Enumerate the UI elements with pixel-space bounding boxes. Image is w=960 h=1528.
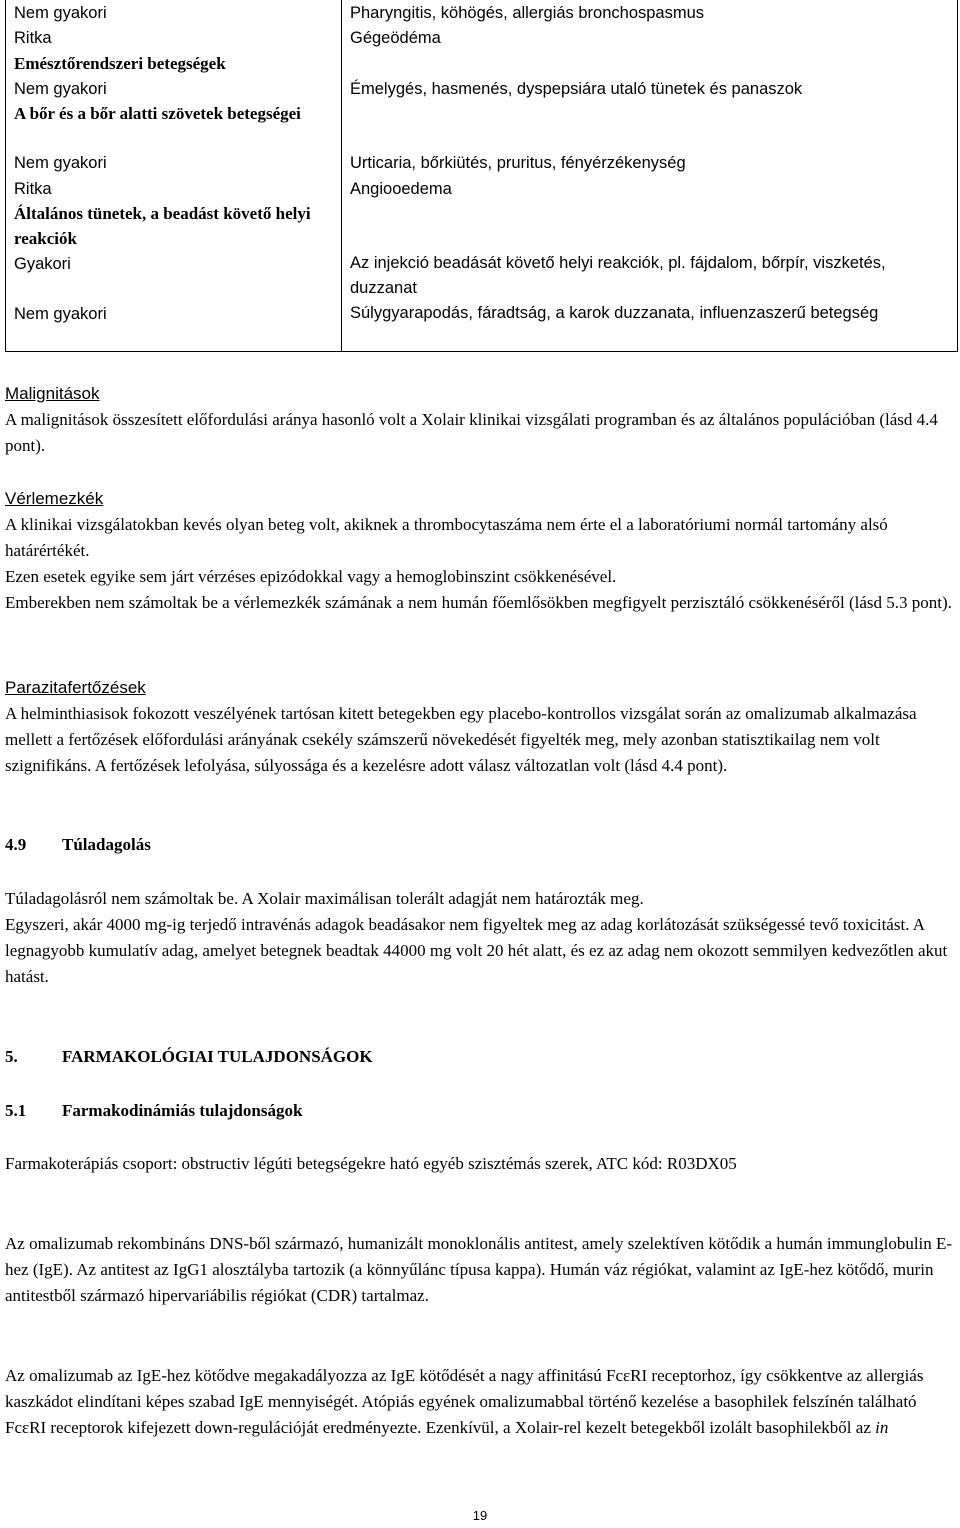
paragraph: Farmakoterápiás csoport: obstructiv légúti betegségekre ható egyéb szisztémás szerek, ATC kód: R03DX05 [5, 1154, 737, 1173]
reaction-text: Gégeödéma [350, 29, 441, 47]
section-title: FARMAKOLÓGIAI TULAJDONSÁGOK [62, 1047, 373, 1066]
reaction-text: Az injekció beadását követő helyi reakciók, pl. fájdalom, bőrpír, viszketés, duzzanat [350, 254, 886, 297]
parasites-section [5, 675, 955, 779]
overdose-section [5, 886, 955, 990]
frequency-label: Nem gyakori [14, 4, 107, 22]
frequency-label: Nem gyakori [14, 154, 107, 172]
reaction-text: Émelygés, hasmenés, dyspepsiára utaló tünetek és panaszok [350, 80, 803, 98]
section-title: Túladagolás [62, 835, 151, 854]
paragraph [5, 1363, 955, 1441]
section-number: 5. [5, 1047, 18, 1066]
reaction-text: Súlygyarapodás, fáradtság, a karok duzzanata, influenzaszerű betegség [350, 304, 879, 322]
paragraph: A helminthiasisok fokozott veszélyének tartósan kitett betegekben egy placebo-kontrollos vizsgálat során az omalizumab alkalmazása mellett a fertőzések előfordulási arányának csekély számszerű növekedését figyelték meg, mely azonban statisztikailag nem volt szignifikáns. A fertőzések lefolyása, súlyossága és a kezelésre adott válasz változatlan volt (lásd 4.4 pont). [5, 704, 917, 775]
section-heading: Malignitások [5, 384, 100, 403]
frequency-label: Nem gyakori [14, 80, 107, 98]
reaction-text: Angiooedema [350, 180, 452, 198]
section-title: Farmakodinámiás tulajdonságok [62, 1101, 303, 1120]
effect-paragraph [5, 1363, 955, 1441]
paragraph: Emberekben nem számoltak be a vérlemezkék számának a nem humán főemlősökben megfigyelt perzisztáló csökkenéséről (lásd 5.3 pont). [5, 593, 952, 612]
paragraph: Túladagolásról nem számoltak be. A Xolair maximálisan tolerált adagját nem határozták meg. [5, 889, 644, 908]
section-number: 4.9 [5, 835, 27, 854]
organ-class-heading: Általános tünetek, a beadást követő helyi reakciók [14, 204, 311, 248]
frequency-label: Gyakori [14, 255, 71, 273]
section-heading: Parazitafertőzések [5, 678, 146, 697]
paragraph: A malignitások összesített előfordulási aránya hasonló volt a Xolair klinikai vizsgálati programban és az általános populációban (lásd 4.4 pont). [5, 410, 938, 455]
section-5-1-heading [5, 1098, 302, 1124]
organ-class-heading: Emésztőrendszeri betegségek [14, 54, 226, 73]
paragraph: A klinikai vizsgálatokban kevés olyan beteg volt, akiknek a thrombocytaszáma nem érte el a laboratóriumi normál tartomány alsó határértékét. [5, 515, 888, 560]
frequency-label: Ritka [14, 29, 52, 47]
reaction-text: Urticaria, bőrkiütés, pruritus, fényérzékenység [350, 154, 686, 172]
section-5-heading [5, 1044, 373, 1070]
page-number: 19 [472, 1508, 488, 1523]
mechanism-paragraph [5, 1231, 955, 1309]
paragraph: Egyszeri, akár 4000 mg-ig terjedő intravénás adagok beadásakor nem figyeltek meg az adag korlátozását szükségessé tevő toxicitást. A legnagyobb kumulatív adag, amelyet betegnek beadtak 44000 mg volt 20 hét alatt, és ez az adag nem okozott semmilyen kedvezőtlen akut hatást. [5, 915, 948, 986]
section-number: 5.1 [5, 1101, 27, 1120]
paragraph: Ezen esetek egyike sem járt vérzéses epizódokkal vagy a hemoglobinszint csökkenésével. [5, 567, 617, 586]
malignancies-section [5, 381, 955, 459]
organ-class-heading: A bőr és a bőr alatti szövetek betegségei [14, 104, 301, 123]
italic-word: in [875, 1418, 889, 1437]
table-column-divider [341, 0, 342, 351]
frequency-label: Ritka [14, 180, 52, 198]
section-heading: Vérlemezkék [5, 489, 104, 508]
frequency-label: Nem gyakori [14, 305, 107, 323]
reaction-text: Pharyngitis, köhögés, allergiás bronchospasmus [350, 4, 705, 22]
adverse-events-table [5, 0, 958, 352]
section-4-9-heading [5, 832, 151, 858]
platelets-section [5, 486, 955, 616]
pharmacotherapeutic-group [5, 1151, 955, 1177]
paragraph: Az omalizumab rekombináns DNS-ből származó, humanizált monoklonális antitest, amely szelektíven kötődik a humán immunglobulin E-hez (IgE). Az antitest az IgG1 alosztályba tartozik (a könnyűlánc típusa kappa). Humán váz régiókat, valamint az IgE-hez kötődő, murin antitestből származó hipervariábilis régiókat (CDR) tartalmaz. [5, 1234, 953, 1305]
paragraph-text: Az omalizumab az IgE-hez kötődve megakadályozza az IgE kötődését a nagy affinitású FcεRI receptorhoz, így csökkentve az allergiás kaszkádot elindítani képes szabad IgE mennyiségét. Atópiás egyének omalizumabbal történő kezelése a basophilek felszínén található FcεRI receptorok kifejezett down-regulációját eredményezte. Ezenkívül, a Xolair-rel kezelt betegekből izolált basophilekből az [5, 1366, 924, 1437]
